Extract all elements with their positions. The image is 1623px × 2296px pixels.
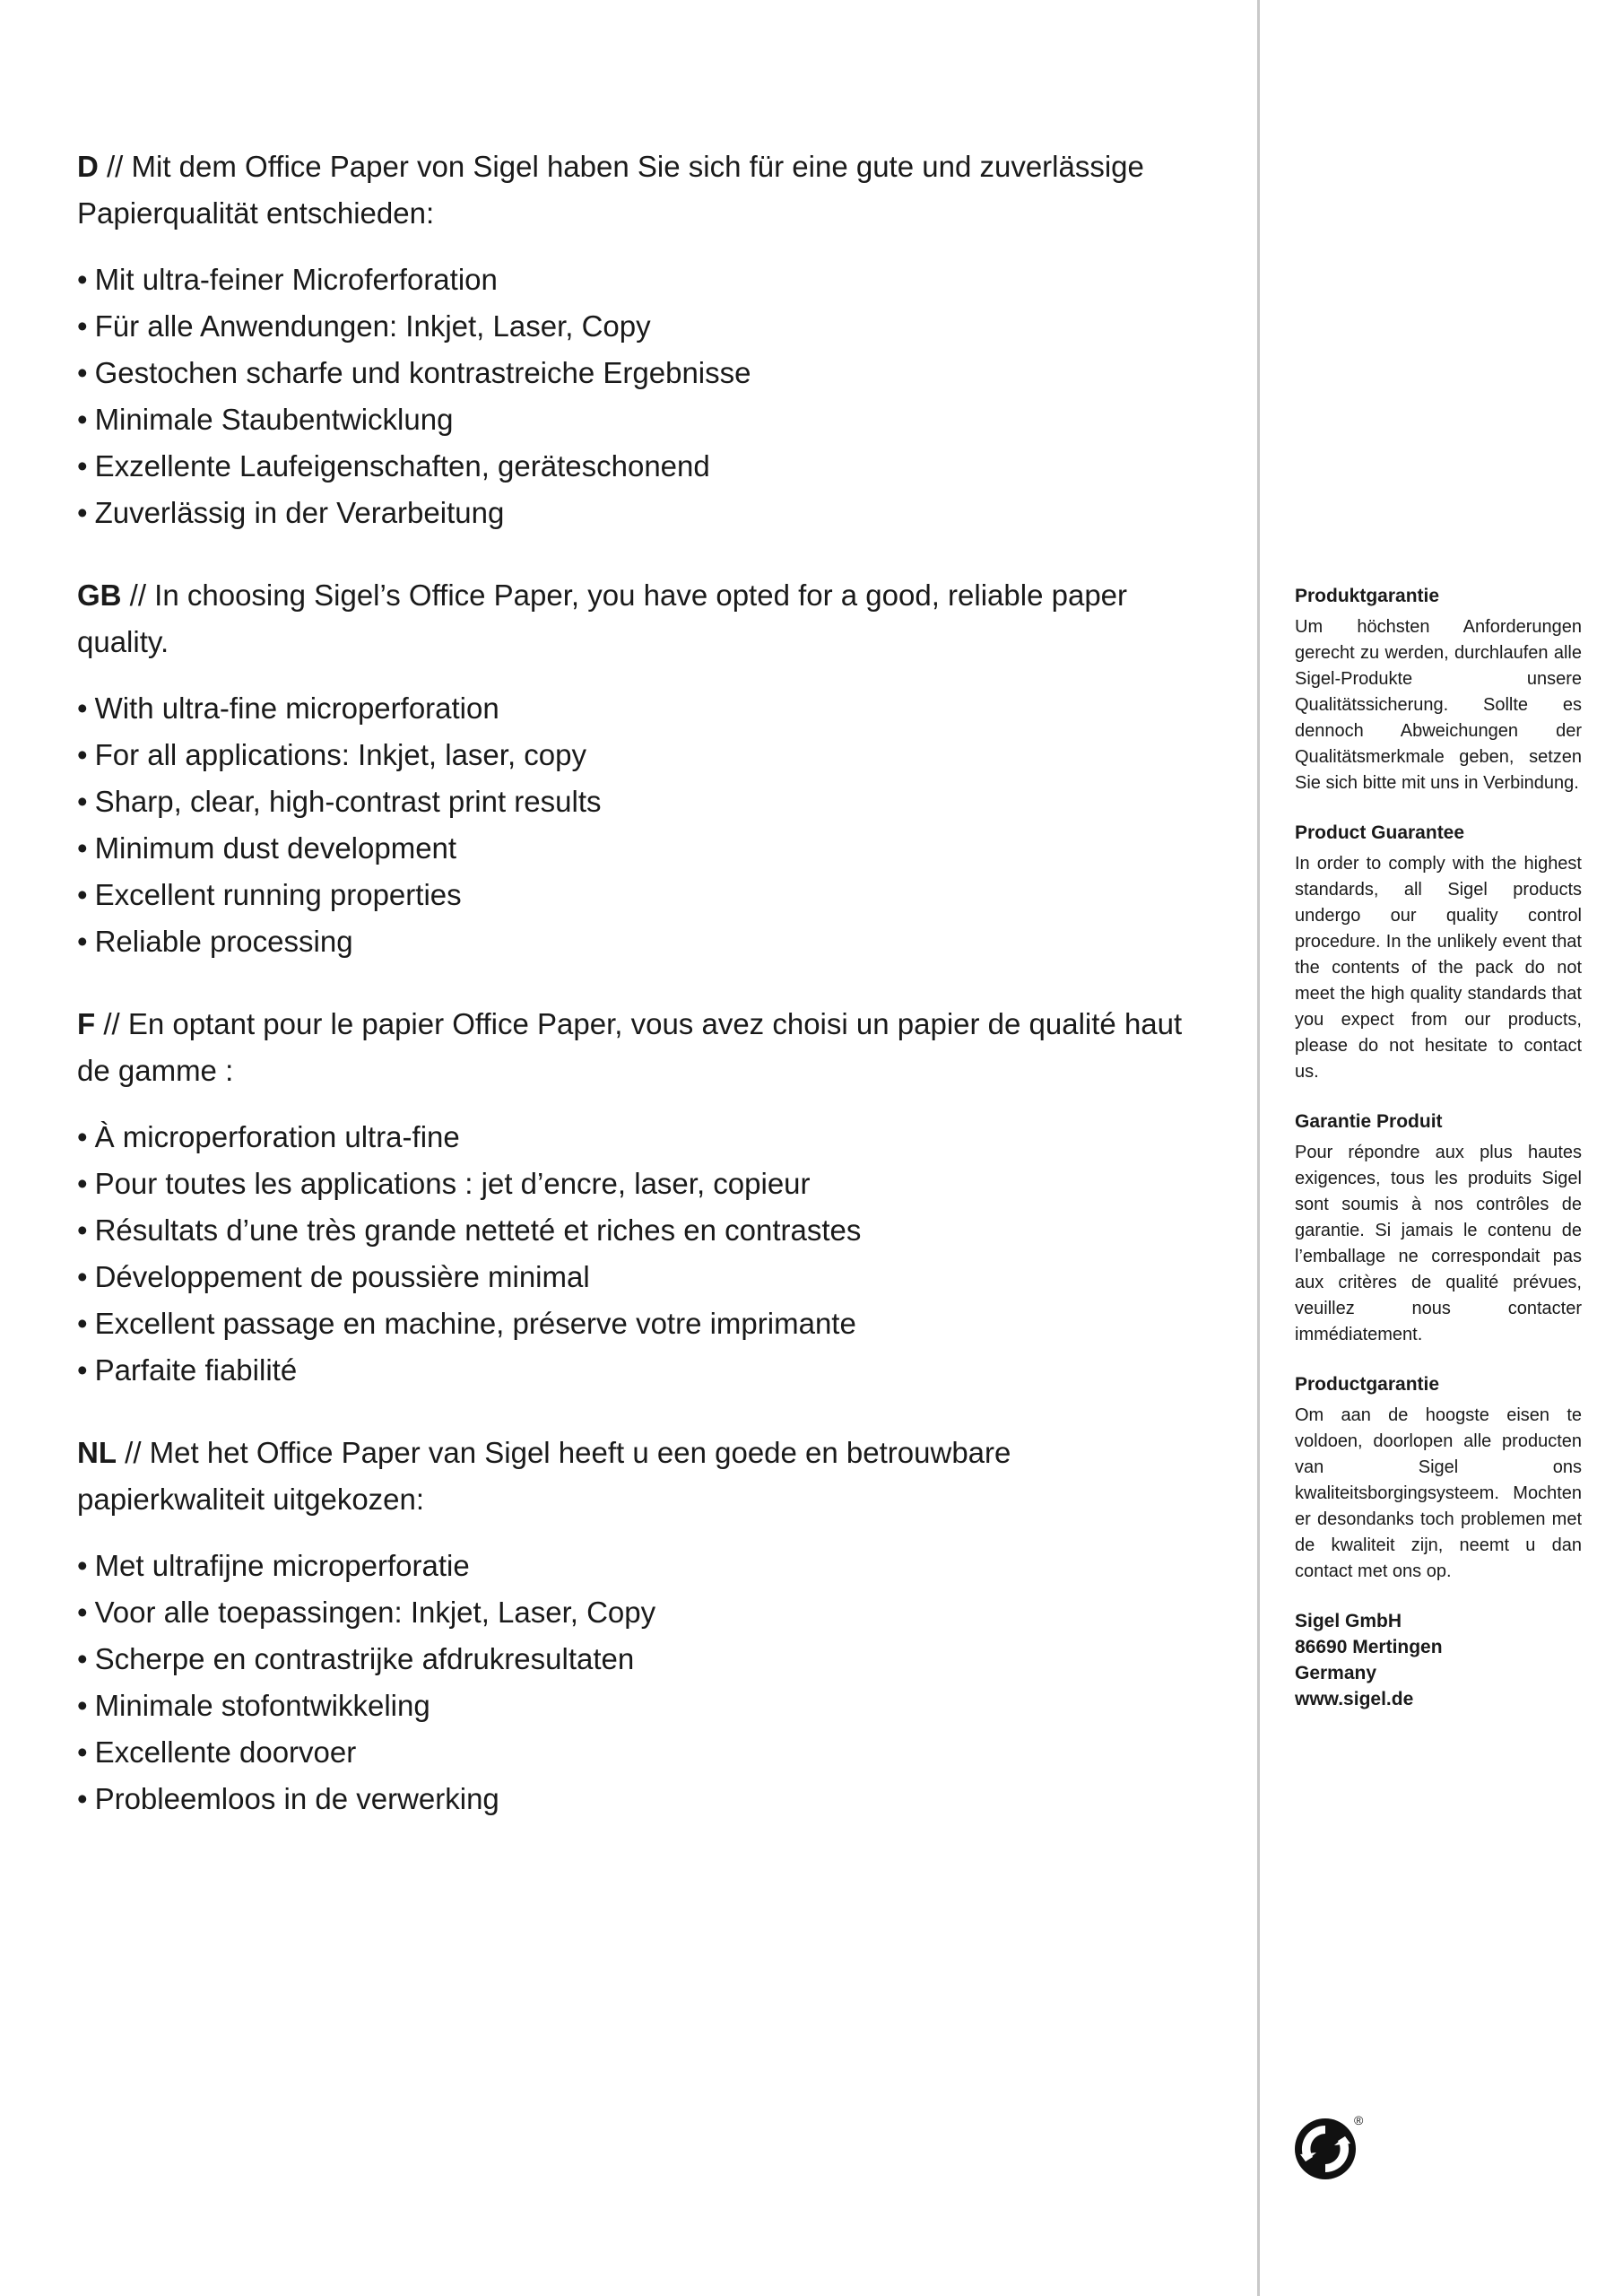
list-item: • Parfaite fiabilité: [77, 1353, 298, 1387]
list-item: • Excellent running properties: [77, 878, 462, 911]
green-dot-recycling-icon: [1293, 2117, 1358, 2181]
list-item: • For all applications: Inkjet, laser, copy: [77, 738, 586, 771]
feature-list: [77, 257, 1198, 536]
main-content: [77, 144, 1198, 1858]
list-item: • Reliable processing: [77, 925, 353, 958]
feature-list: [77, 1543, 1198, 1822]
intro-text: // In choosing Sigel’s Office Paper, you have opted for a good, reliable paper quality.: [77, 578, 1128, 658]
language-code: GB: [77, 578, 122, 612]
language-code: NL: [77, 1436, 117, 1469]
feature-list: [77, 1114, 1198, 1394]
list-item: • Gestochen scharfe und kontrastreiche Ergebnisse: [77, 356, 751, 389]
list-item: • Zuverlässig in der Verarbeitung: [77, 496, 505, 529]
list-item: • Minimale Staubentwicklung: [77, 403, 454, 436]
section-de: [77, 144, 1198, 536]
guarantee-title: Produktgarantie: [1295, 586, 1440, 606]
list-item: • Minimum dust development: [77, 831, 457, 865]
list-item: • With ultra-fine microperforation: [77, 691, 499, 725]
list-item: • Exzellente Laufeigenschaften, geräteschonend: [77, 449, 710, 483]
list-item: • Scherpe en contrastrijke afdrukresultaten: [77, 1642, 635, 1675]
list-item: • Mit ultra-feiner Microferforation: [77, 263, 498, 296]
section-intro: [77, 144, 1198, 237]
guarantee-sidebar: [1295, 583, 1582, 1712]
language-code: F: [77, 1007, 96, 1040]
list-item: • Probleemloos in de verwerking: [77, 1782, 499, 1815]
list-item: • Développement de poussière minimal: [77, 1260, 590, 1293]
list-item: • Excellent passage en machine, préserve votre imprimante: [77, 1307, 856, 1340]
guarantee-block-fr: [1295, 1109, 1582, 1348]
intro-text: // Mit dem Office Paper von Sigel haben Sie sich für eine gute und zuverlässige Papierqualität entschieden:: [77, 150, 1144, 230]
list-item: • Excellente doorvoer: [77, 1735, 357, 1769]
company-name: Sigel GmbH: [1295, 1611, 1402, 1631]
guarantee-block-de: [1295, 583, 1582, 796]
guarantee-title: Productgarantie: [1295, 1374, 1440, 1395]
list-item: • Voor alle toepassingen: Inkjet, Laser, Copy: [77, 1596, 656, 1629]
section-nl: [77, 1430, 1198, 1822]
guarantee-title: Product Guarantee: [1295, 822, 1465, 843]
guarantee-block-gb: [1295, 820, 1582, 1085]
guarantee-text: Pour répondre aux plus hautes exigences, tous les produits Sigel sont soumis à nos contrôles de garantie. Si jamais le contenu de l’emballage ne correspondait pas aux critères de qualité prévues, veuillez nous contacter immédiatement.: [1295, 1143, 1582, 1344]
list-item: • Sharp, clear, high-contrast print results: [77, 785, 602, 818]
list-item: • Résultats d’une très grande netteté et riches en contrastes: [77, 1213, 862, 1247]
list-item: • À microperforation ultra-fine: [77, 1120, 460, 1153]
intro-text: // Met het Office Paper van Sigel heeft u een goede en betrouwbare papierkwaliteit uitgekozen:: [77, 1436, 1011, 1516]
guarantee-text: In order to comply with the highest standards, all Sigel products undergo our quality control procedure. In the unlikely event that the contents of the pack do not meet the high quality standards that you expect from our products, please do not hesitate to contact us.: [1295, 854, 1582, 1082]
column-divider: [1257, 0, 1260, 2296]
section-intro: [77, 1001, 1198, 1094]
guarantee-block-nl: [1295, 1371, 1582, 1585]
guarantee-text: Um höchsten Anforderungen gerecht zu werden, durchlaufen alle Sigel-Produkte unsere Qualitätssicherung. Sollte es dennoch Abweichungen der Qualitätsmerkmale geben, setzen Sie sich bitte mit uns in Verbindung.: [1295, 617, 1582, 793]
section-intro: [77, 572, 1198, 665]
section-intro: [77, 1430, 1198, 1523]
guarantee-text: Om aan de hoogste eisen te voldoen, doorlopen alle producten van Sigel ons kwaliteitsborgingsysteem. Mochten er desondanks toch problemen met de kwaliteit zijn, neemt u dan contact met ons op.: [1295, 1405, 1582, 1581]
list-item: • Für alle Anwendungen: Inkjet, Laser, Copy: [77, 309, 651, 343]
company-contact: [1295, 1608, 1582, 1712]
registered-mark: ®: [1354, 2113, 1364, 2127]
company-website[interactable]: www.sigel.de: [1295, 1689, 1414, 1709]
feature-list: [77, 685, 1198, 965]
section-fr: [77, 1001, 1198, 1394]
company-city: 86690 Mertingen: [1295, 1637, 1443, 1657]
company-country: Germany: [1295, 1663, 1377, 1683]
list-item: • Pour toutes les applications : jet d’encre, laser, copieur: [77, 1167, 811, 1200]
list-item: • Met ultrafijne microperforatie: [77, 1549, 470, 1582]
list-item: • Minimale stofontwikkeling: [77, 1689, 430, 1722]
intro-text: // En optant pour le papier Office Paper, vous avez choisi un papier de qualité haut de gamme :: [77, 1007, 1183, 1087]
section-gb: [77, 572, 1198, 965]
guarantee-title: Garantie Produit: [1295, 1111, 1443, 1132]
language-code: D: [77, 150, 99, 183]
